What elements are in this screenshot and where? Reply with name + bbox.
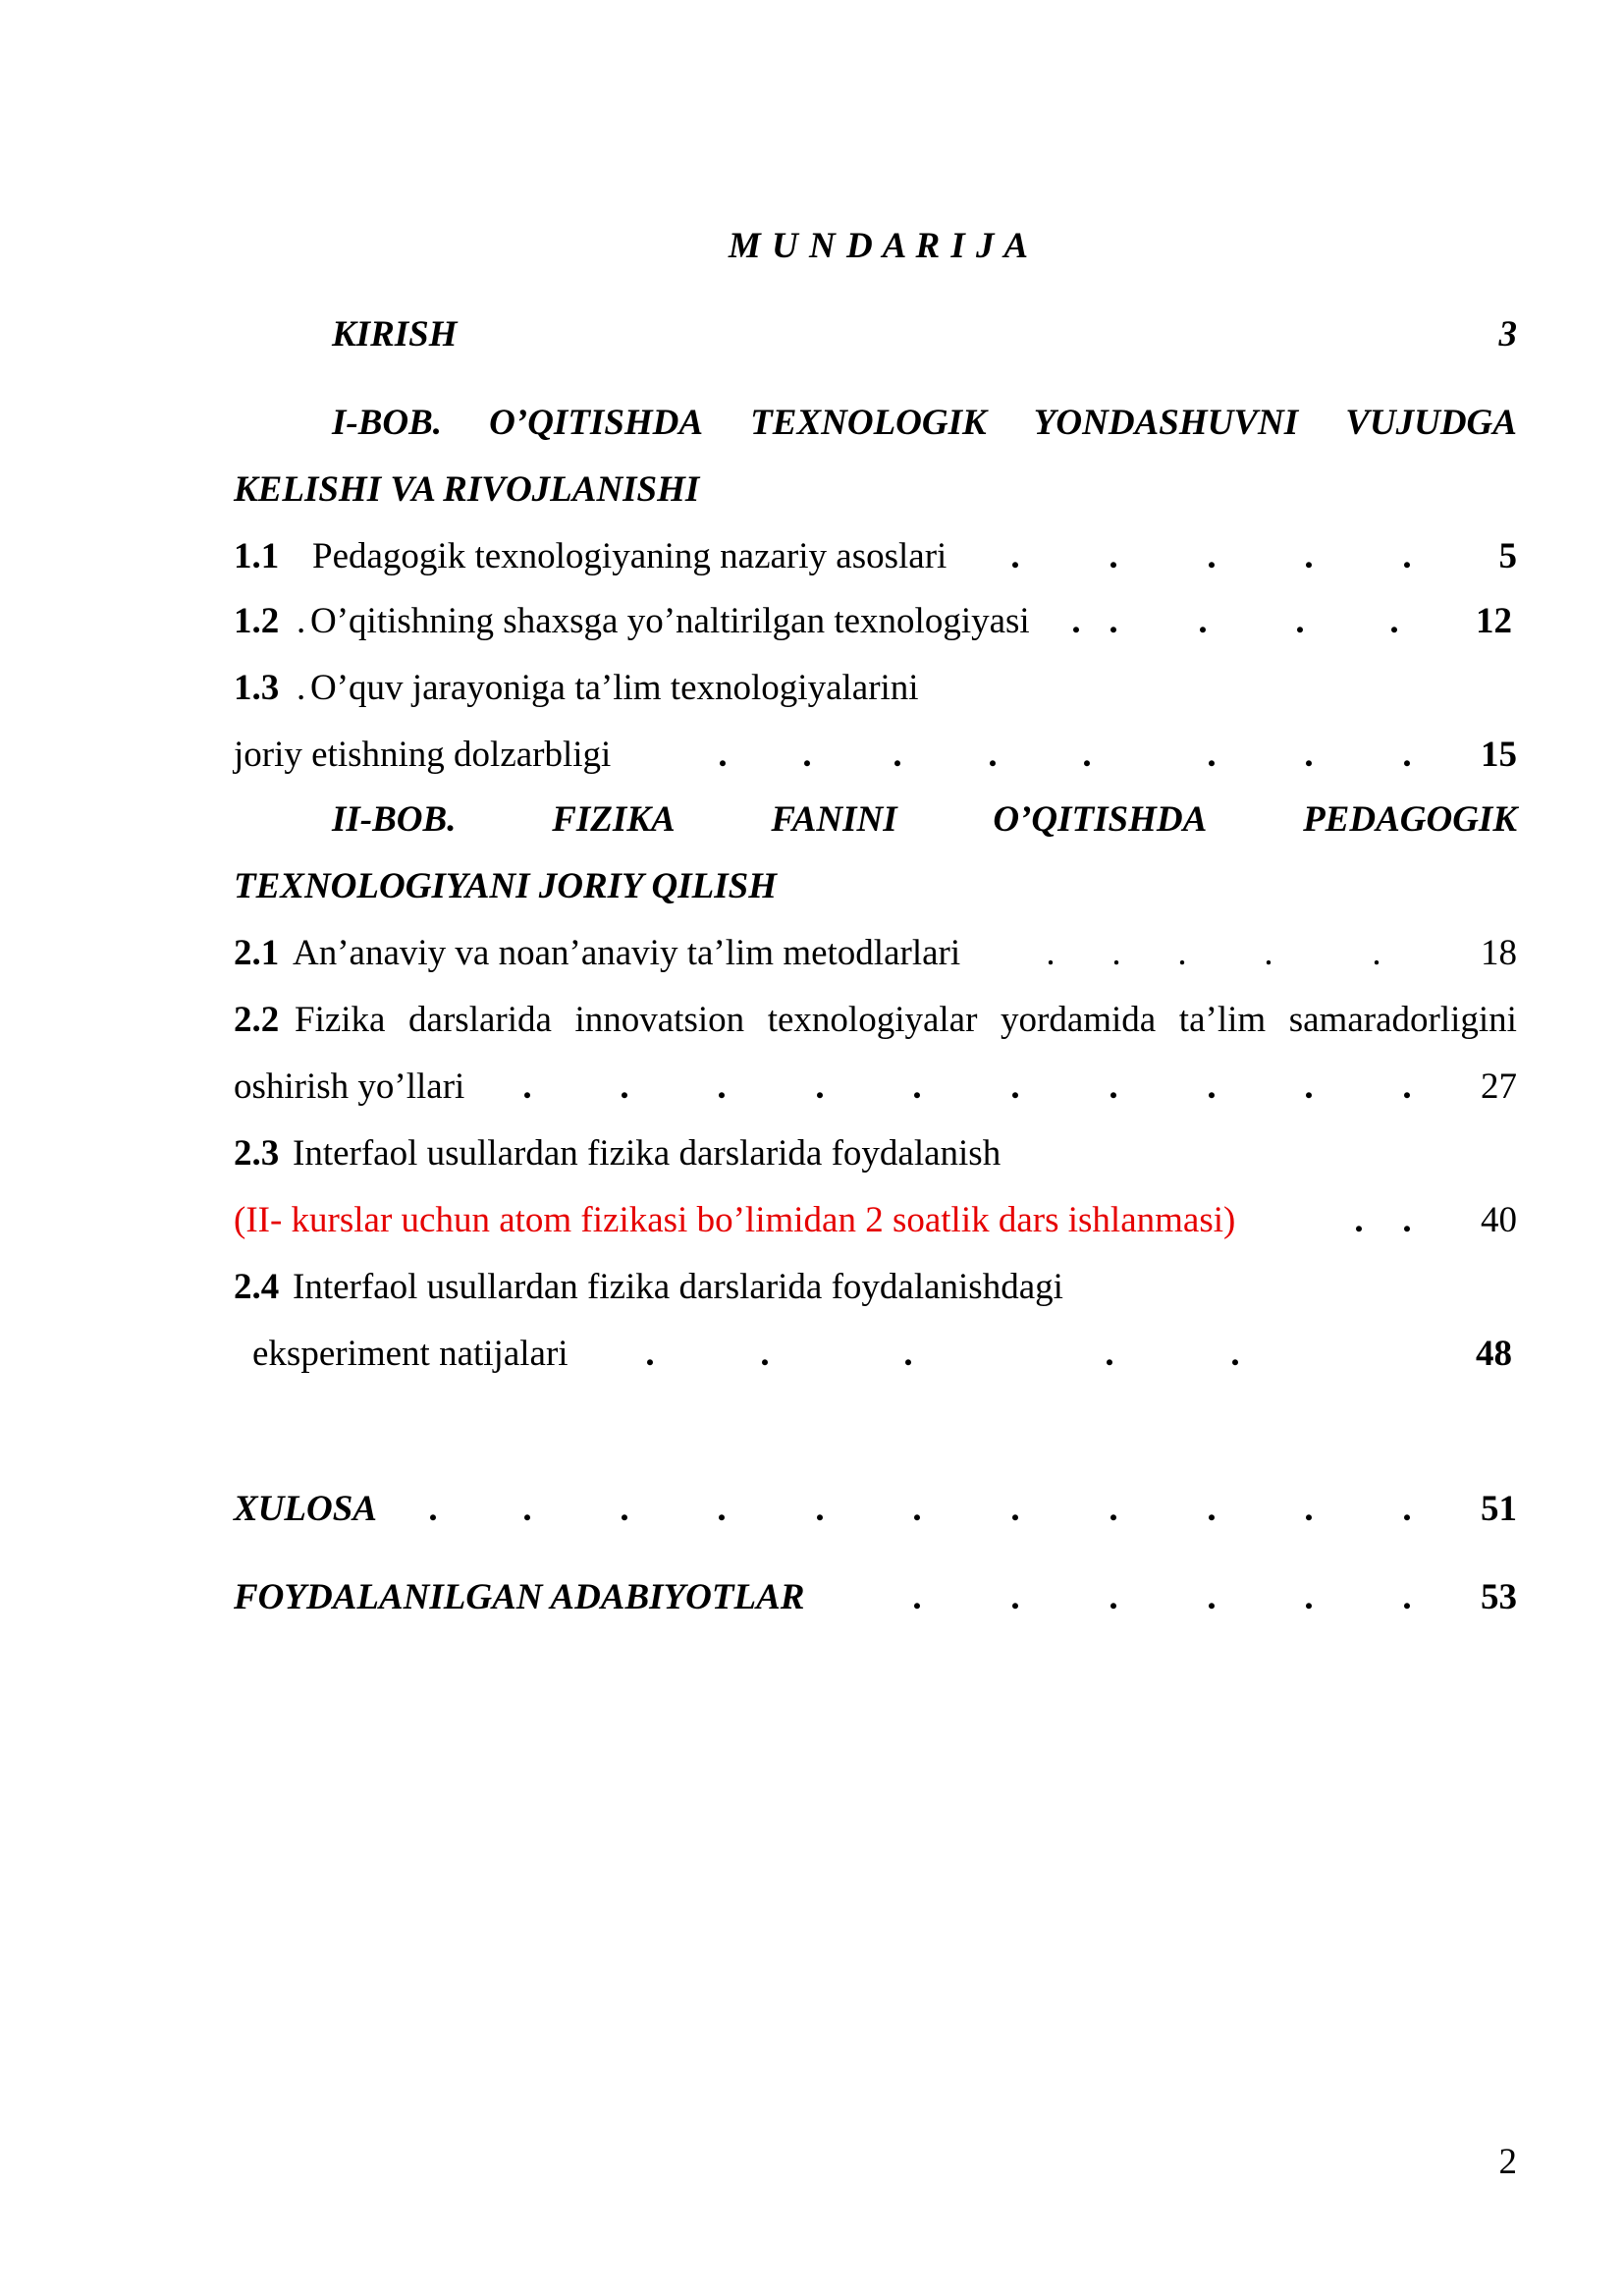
heading-word: O’QITISHDA: [489, 403, 704, 443]
leader-dot: .: [912, 1489, 922, 1529]
entry-page: 18: [1481, 933, 1517, 973]
leader-dot: .: [760, 1334, 770, 1374]
entry-label: KIRISH: [332, 314, 458, 355]
leader-dot: .: [1207, 1577, 1217, 1617]
entry-number: 1.2: [234, 601, 280, 641]
entry-text: O’qitishning shaxsga yo’naltirilgan texnologiyasi: [310, 601, 1030, 641]
leader-dot: .: [1372, 933, 1381, 973]
heading-word: II-BOB.: [332, 799, 457, 840]
entry-word: innovatsion: [574, 1000, 745, 1040]
leader-dot: .: [522, 1489, 532, 1529]
leader-dot: .: [717, 1489, 727, 1529]
entry-word: darslarida: [408, 1000, 552, 1040]
chapter-1-heading-line2: KELISHI VA RIVOJLANISHI: [234, 469, 700, 510]
entry-page: 40: [1481, 1200, 1517, 1240]
leader-dot: .: [912, 1066, 922, 1107]
entry-text: An’anaviy va noan’anaviy ta’lim metodlarlari: [293, 933, 961, 973]
entry-number: 1.3: [234, 668, 280, 708]
entry-separator: .: [297, 601, 306, 641]
entry-word: Fizika: [295, 1000, 386, 1040]
leader-dot: .: [1177, 933, 1187, 973]
entry-text-highlight: (II- kurslar uchun atom fizikasi bo’limidan 2 soatlik dars ishlanmasi): [234, 1200, 1236, 1240]
leader-dot: .: [1402, 1066, 1412, 1107]
leader-dot: .: [912, 1577, 922, 1617]
leader-dot: .: [1207, 536, 1217, 576]
heading-word: YONDASHUVNI: [1033, 403, 1299, 443]
entry-word: yordamida: [1001, 1000, 1157, 1040]
leader-dot: .: [1402, 1200, 1412, 1240]
entry-number: 2.1: [234, 933, 280, 973]
chapter-2-heading-line1: [332, 801, 1517, 838]
leader-dot: .: [1082, 735, 1092, 775]
entry-page: 3: [1498, 314, 1517, 355]
leader-dot: .: [1105, 1334, 1114, 1374]
leader-dot: .: [1304, 536, 1314, 576]
entry-page: 15: [1481, 735, 1517, 775]
leader-dot: .: [1402, 1577, 1412, 1617]
leader-dot: .: [1198, 601, 1208, 641]
entry-label: FOYDALANILGAN ADABIYOTLAR: [234, 1577, 805, 1617]
leader-dot: .: [1109, 1577, 1118, 1617]
leader-dot: .: [522, 1066, 532, 1107]
leader-dot: .: [1207, 1066, 1217, 1107]
entry-label: XULOSA: [234, 1489, 377, 1529]
heading-word: TEXNOLOGIK: [750, 403, 987, 443]
leader-dot: .: [1109, 1066, 1118, 1107]
leader-dot: .: [718, 735, 728, 775]
leader-dot: .: [1071, 601, 1081, 641]
chapter-1-heading-line1: [332, 405, 1517, 441]
heading-word: FANINI: [771, 799, 897, 840]
leader-dot: .: [620, 1489, 629, 1529]
leader-dot: .: [1402, 536, 1412, 576]
leader-dot: .: [1230, 1334, 1240, 1374]
entry-page: 12: [1476, 601, 1512, 641]
heading-word: FIZIKA: [552, 799, 676, 840]
heading-word: I-BOB.: [332, 403, 443, 443]
entry-page: 48: [1476, 1334, 1512, 1374]
leader-dot: .: [717, 1066, 727, 1107]
heading-word: PEDAGOGIK: [1303, 799, 1517, 840]
leader-dot: .: [1304, 1066, 1314, 1107]
leader-dot: .: [1109, 601, 1118, 641]
leader-dot: .: [645, 1334, 655, 1374]
leader-dot: .: [1304, 1489, 1314, 1529]
entry-text-line2: joriy etishning dolzarbligi: [234, 735, 612, 775]
leader-dot: .: [988, 735, 998, 775]
entry-page: 53: [1481, 1577, 1517, 1617]
heading-word: VUJUDGA: [1345, 403, 1517, 443]
leader-dot: .: [1010, 1066, 1020, 1107]
entry-word: texnologiyalar: [767, 1000, 978, 1040]
toc-title: M U N D A R I J A: [728, 226, 1030, 266]
entry-separator: .: [297, 668, 306, 708]
entry-page: 51: [1481, 1489, 1517, 1529]
entry-word: samaradorligini: [1288, 1000, 1517, 1040]
leader-dot: .: [1304, 735, 1314, 775]
leader-dot: .: [1111, 933, 1121, 973]
leader-dot: .: [1207, 1489, 1217, 1529]
leader-dot: .: [1264, 933, 1273, 973]
leader-dot: .: [620, 1066, 629, 1107]
leader-dot: .: [893, 735, 902, 775]
leader-dot: .: [802, 735, 812, 775]
leader-dot: .: [1207, 735, 1217, 775]
chapter-2-heading-line2: TEXNOLOGIYANI JORIY QILISH: [234, 866, 777, 906]
entry-text-line1: [295, 1002, 1517, 1038]
entry-page: 27: [1481, 1066, 1517, 1107]
leader-dot: .: [1304, 1577, 1314, 1617]
leader-dot: .: [1010, 1577, 1020, 1617]
leader-dot: .: [1046, 933, 1056, 973]
entry-text-line1: Interfaol usullardan fizika darslarida foydalanishdagi: [293, 1267, 1063, 1307]
entry-number: 2.2: [234, 1000, 280, 1040]
leader-dot: .: [815, 1489, 825, 1529]
leader-dot: .: [815, 1066, 825, 1107]
leader-dot: .: [1354, 1200, 1364, 1240]
leader-dot: .: [903, 1334, 913, 1374]
leader-dot: .: [1010, 536, 1020, 576]
entry-number: 2.4: [234, 1267, 280, 1307]
leader-dot: .: [1402, 735, 1412, 775]
leader-dot: .: [1010, 1489, 1020, 1529]
leader-dot: .: [1389, 601, 1399, 641]
page-number: 2: [1498, 2142, 1517, 2182]
entry-text-line2: eksperiment natijalari: [252, 1334, 568, 1374]
entry-word: ta’lim: [1178, 1000, 1267, 1040]
entry-number: 2.3: [234, 1133, 280, 1174]
entry-number: 1.1: [234, 536, 280, 576]
entry-text-line1: O’quv jarayoniga ta’lim texnologiyalarini: [310, 668, 919, 708]
heading-word: O’QITISHDA: [993, 799, 1208, 840]
entry-text-line1: Interfaol usullardan fizika darslarida foydalanish: [293, 1133, 1001, 1174]
leader-dot: .: [1402, 1489, 1412, 1529]
leader-dot: .: [1109, 1489, 1118, 1529]
leader-dot: .: [428, 1489, 438, 1529]
leader-dot: .: [1295, 601, 1305, 641]
entry-text: Pedagogik texnologiyaning nazariy asoslari: [312, 536, 947, 576]
leader-dot: .: [1109, 536, 1118, 576]
entry-text-line2: oshirish yo’llari: [234, 1066, 465, 1107]
entry-page: 5: [1498, 536, 1517, 576]
